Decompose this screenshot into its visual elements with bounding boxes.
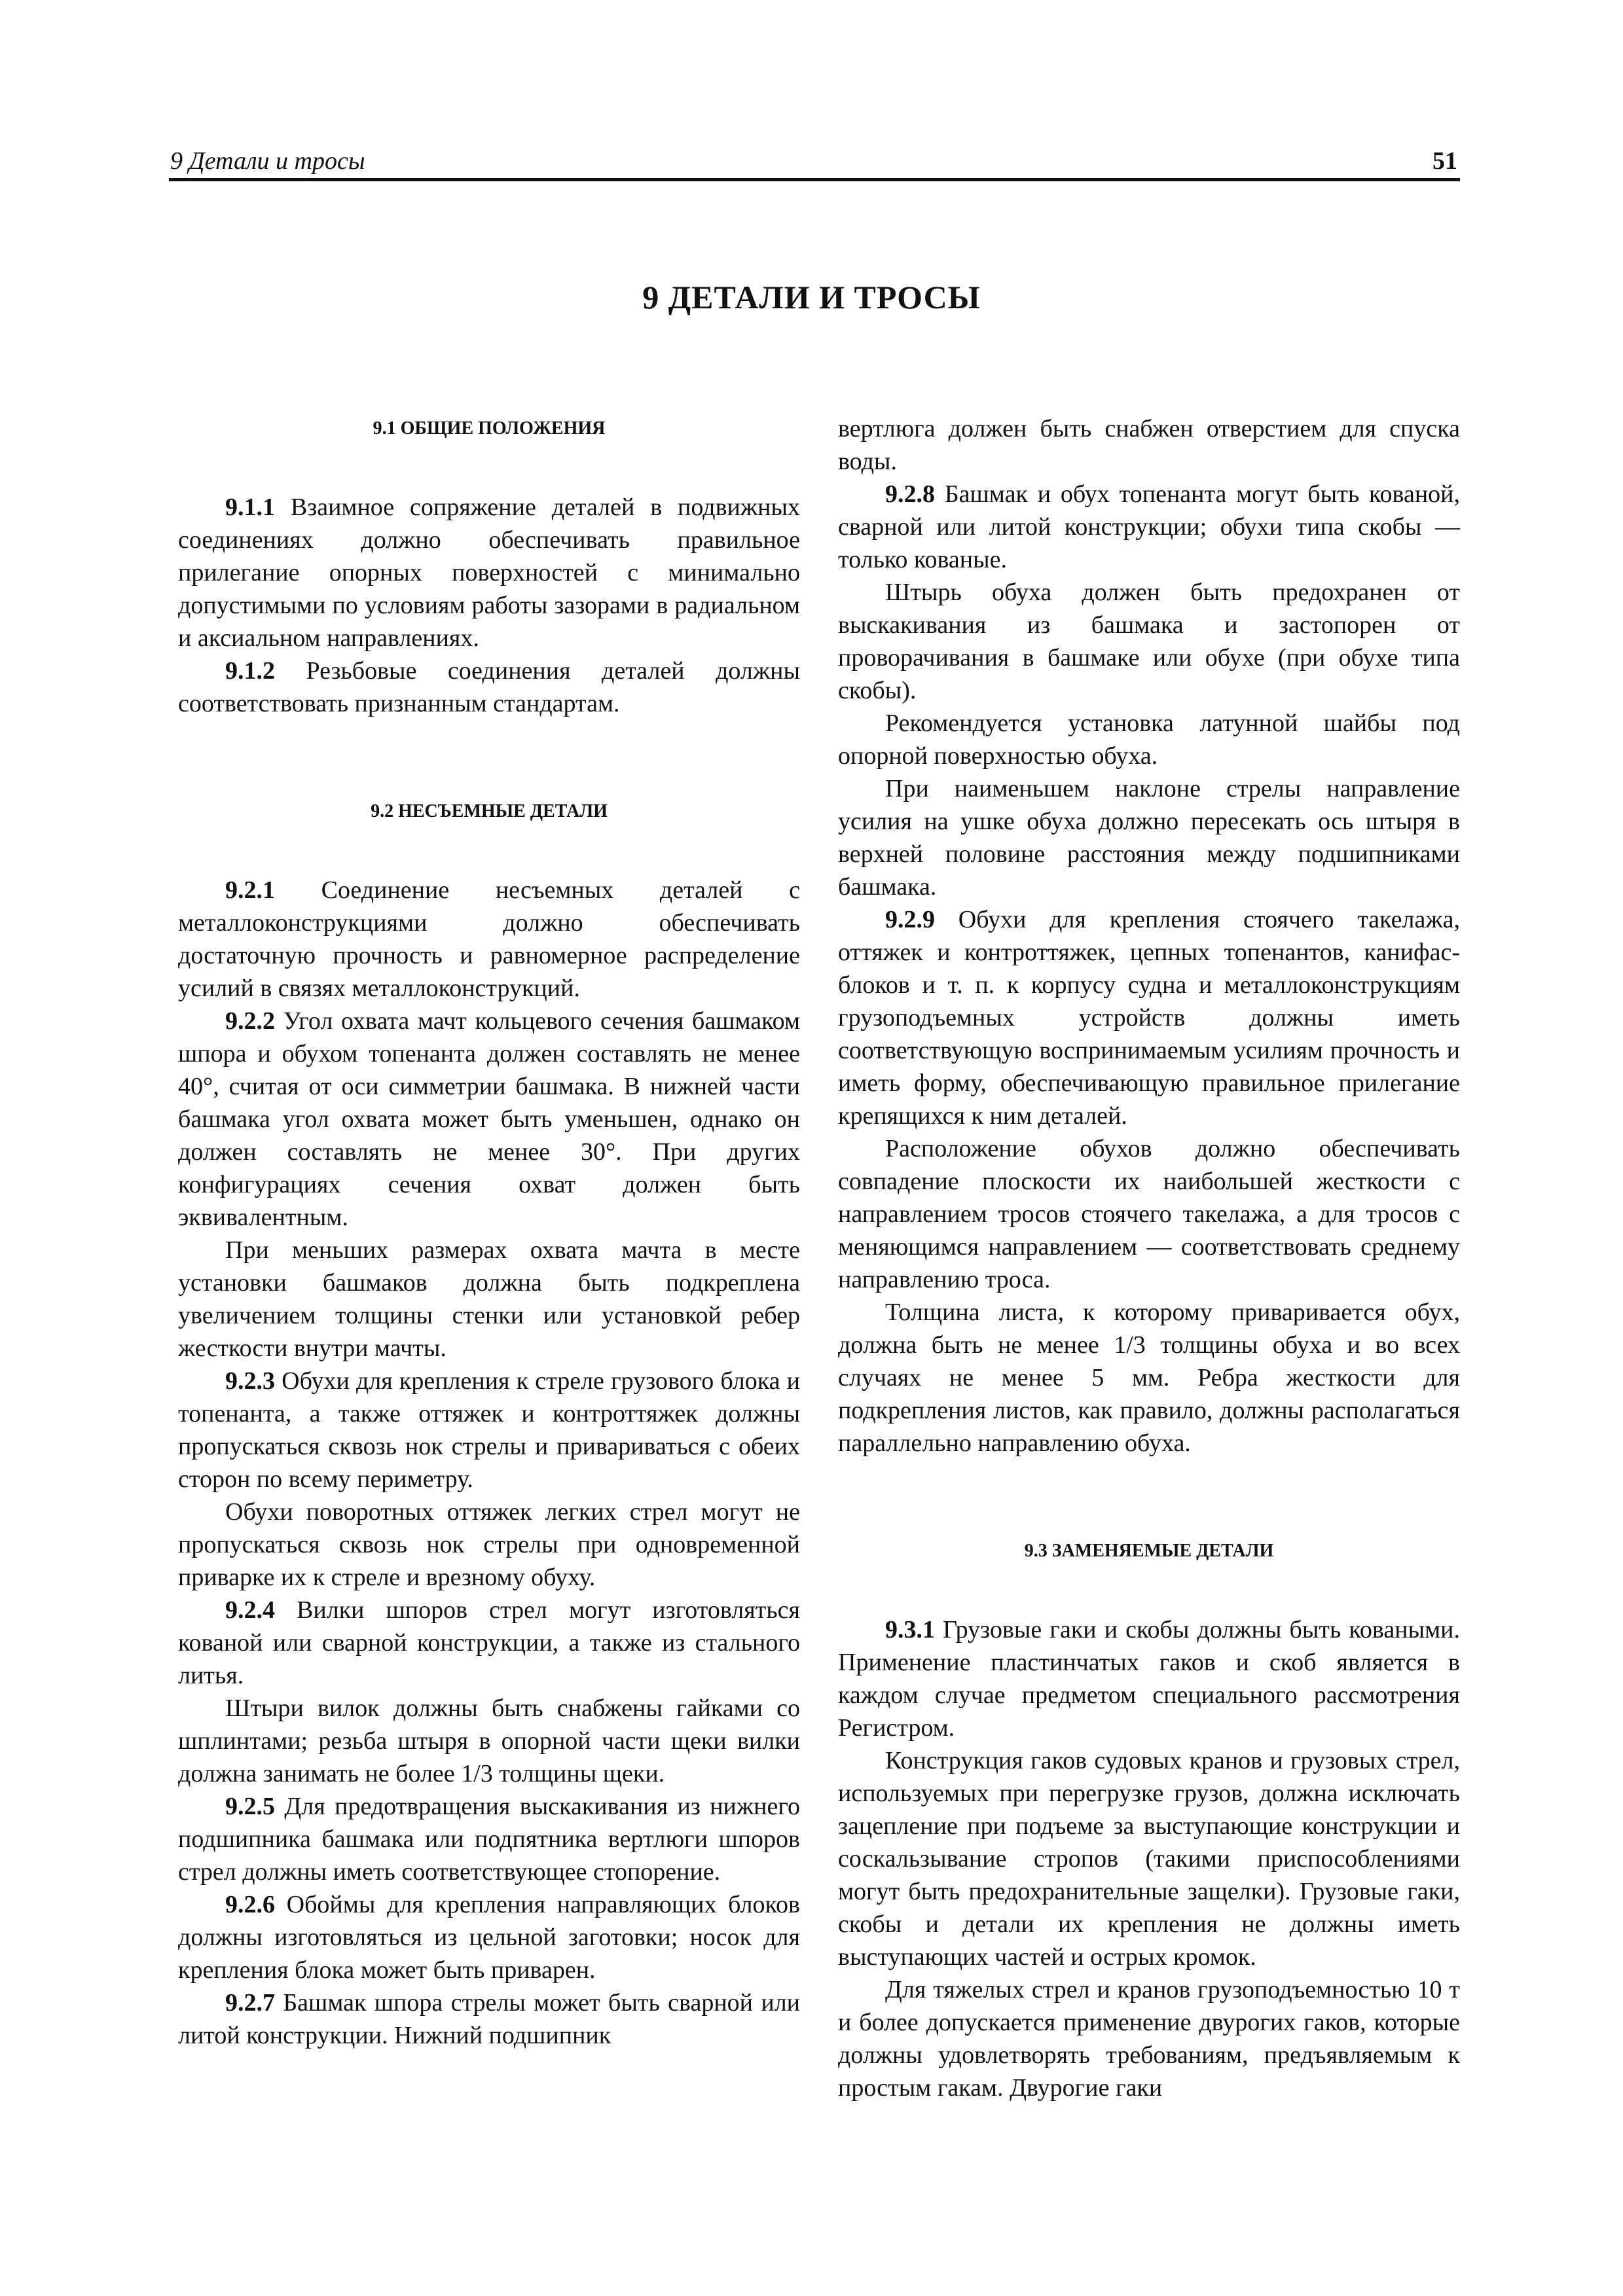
clause-number: 9.1.1	[225, 493, 275, 521]
header-title: 9 Детали и тросы	[170, 147, 365, 175]
paragraph-9-2-3	[178, 1365, 800, 1496]
paragraph-9-3-1-b: Конструкция гаков судовых кранов и грузовых стрел, используемых при перегрузке грузов, должна исключать зацепление при подъеме за выступающие конструкции и соскальзывание стропов (такими приспособлениями могут быть предохранительные защелки). Грузовые гаки, скобы и детали их крепления не должны иметь выступающих частей и острых кромок.	[838, 1747, 1460, 1971]
paragraph-9-2-4-b: Штыри вилок должны быть снабжены гайками со шплинтами; резьба штыря в опорной части щеки вилки должна занимать не более 1/3 толщины щеки.	[178, 1695, 800, 1787]
clause-number: 9.2.5	[225, 1793, 275, 1820]
paragraph-text: Угол охвата мачт кольцевого сечения башмаком шпора и обухом топенанта должен составлять не менее 40°, считая от оси симметрии башмака. В нижней части башмака угол охвата может быть уменьшен, однако он должен составлять не менее 30°. При других конфигурациях сечения охват должен быть эквивалентным.	[178, 1007, 800, 1231]
paragraph-9-2-2	[178, 1005, 800, 1234]
paragraph-text: Вилки шпоров стрел могут изготовляться кованой или сварной конструкции, а также из стального литья.	[178, 1596, 800, 1689]
paragraph-9-2-8	[838, 478, 1460, 576]
section-heading-9-1: 9.1 ОБЩИЕ ПОЛОЖЕНИЯ	[373, 418, 606, 439]
paragraph-text: Башмак и обух топенанта могут быть кованой, сварной или литой конструкции; обухи типа скобы — только кованые.	[838, 480, 1460, 573]
paragraph-9-2-8-d: При наименьшем наклоне стрелы направление усилия на ушке обуха должно пересекать ось штыря в верхней половине расстояния между подшипниками башмака.	[838, 775, 1460, 901]
paragraph-text: Башмак шпора стрелы может быть сварной или литой конструкции. Нижний подшипник	[178, 1989, 800, 2049]
right-column	[838, 412, 1460, 2104]
page-number: 51	[1432, 147, 1457, 175]
clause-number: 9.2.6	[225, 1891, 275, 1918]
paragraph-9-2-7-continued: вертлюга должен быть снабжен отверстием для спуска воды.	[838, 415, 1460, 475]
paragraph-text: Соединение несъемных деталей с металлоконструкциями должно обеспечивать достаточную прочность и равномерное распределение усилий в связях металлоконструкций.	[178, 876, 800, 1002]
clause-number: 9.2.1	[225, 876, 275, 904]
paragraph-9-2-7	[178, 1986, 800, 2052]
paragraph-text: Резьбовые соединения деталей должны соответствовать признанным стандартам.	[178, 657, 800, 717]
paragraph-9-2-8-b: Штырь обуха должен быть предохранен от выскакивания из башмака и застопорен от проворачивания в башмаке или обухе (при обухе типа скобы).	[838, 579, 1460, 704]
paragraph-9-2-8-c: Рекомендуется установка латунной шайбы под опорной поверхностью обуха.	[838, 709, 1460, 770]
paragraph-text: Обоймы для крепления направляющих блоков должны изготовляться из цельной заготовки; носок для крепления блока может быть приварен.	[178, 1891, 800, 1984]
paragraph-text: Для предотвращения выскакивания из нижнего подшипника башмака или подпятника вертлюги шпоров стрел должны иметь соответствующее стопорение.	[178, 1793, 800, 1886]
paragraph-9-2-4	[178, 1594, 800, 1692]
section-heading-9-2: 9.2 НЕСЪЕМНЫЕ ДЕТАЛИ	[371, 801, 608, 821]
clause-number: 9.2.7	[225, 1989, 275, 2017]
paragraph-9-2-3-b: Обухи поворотных оттяжек легких стрел могут не пропускаться сквозь нок стрелы при одновременной приварке их к стреле и врезному обуху.	[178, 1498, 800, 1591]
paragraph-9-2-1	[178, 874, 800, 1005]
paragraph-text: Взаимное сопряжение деталей в подвижных соединениях должно обеспечивать правильное прилегание опорных поверхностей с минимально допустимыми по условиям работы зазорами в радиальном и аксиальном направлениях.	[178, 493, 800, 652]
left-column	[178, 412, 800, 2052]
section-heading-9-3: 9.3 ЗАМЕНЯЕМЫЕ ДЕТАЛИ	[1024, 1541, 1274, 1561]
paragraph-9-2-9	[838, 903, 1460, 1132]
paragraph-text: Обухи для крепления к стреле грузового блока и топенанта, а также оттяжек и контроттяжек должны пропускаться сквозь нок стрелы и привариваться с обеих сторон по всему периметру.	[178, 1367, 800, 1493]
clause-number: 9.2.3	[225, 1367, 275, 1395]
clause-number: 9.3.1	[885, 1616, 935, 1643]
paragraph-9-3-1	[838, 1613, 1460, 1744]
paragraph-9-3-1-c: Для тяжелых стрел и кранов грузоподъемностью 10 т и более допускается применение двурогих гаков, которые должны удовлетворять требованиям, предъявляемым к простым гакам. Двурогие гаки	[838, 1976, 1460, 2102]
running-header	[169, 143, 1460, 181]
clause-number: 9.1.2	[225, 657, 275, 685]
paragraph-9-2-6	[178, 1888, 800, 1986]
paragraph-9-2-2-b: При меньших размерах охвата мачта в месте установки башмаков должна быть подкреплена увеличением толщины стенки или установкой ребер жесткости внутри мачты.	[178, 1236, 800, 1362]
clause-number: 9.2.9	[885, 906, 935, 933]
chapter-title: 9 ДЕТАЛИ И ТРОСЫ	[642, 279, 981, 315]
paragraph-9-2-9-c: Толщина листа, к которому приваривается обух, должна быть не менее 1/3 толщины обуха и во всех случаях не менее 5 мм. Ребра жесткости для подкрепления листов, как правило, должны располагаться параллельно направлению обуха.	[838, 1299, 1460, 1457]
paragraph-9-1-2	[178, 655, 800, 720]
paragraph-9-2-5	[178, 1790, 800, 1888]
paragraph-9-1-1	[178, 491, 800, 655]
clause-number: 9.2.8	[885, 480, 935, 508]
paragraph-text: Обухи для крепления стоячего такелажа, оттяжек и контроттяжек, цепных топенантов, канифас-блоков и т. п. к корпусу судна и металлоконструкциям грузоподъемных устройств должны иметь соответствующую воспринимаемым усилиям прочность и иметь форму, обеспечивающую правильное прилегание крепящихся к ним деталей.	[838, 906, 1460, 1130]
paragraph-9-2-9-b: Расположение обухов должно обеспечивать совпадение плоскости их наибольшей жесткости с направлением тросов стоячего такелажа, а для тросов с меняющимся направлением — соответствовать среднему направлению троса.	[838, 1135, 1460, 1293]
clause-number: 9.2.2	[225, 1007, 275, 1035]
paragraph-text: Грузовые гаки и скобы должны быть коваными. Применение пластинчатых гаков и скоб является в каждом случае предметом специального рассмотрения Регистром.	[838, 1616, 1460, 1742]
clause-number: 9.2.4	[225, 1596, 275, 1624]
